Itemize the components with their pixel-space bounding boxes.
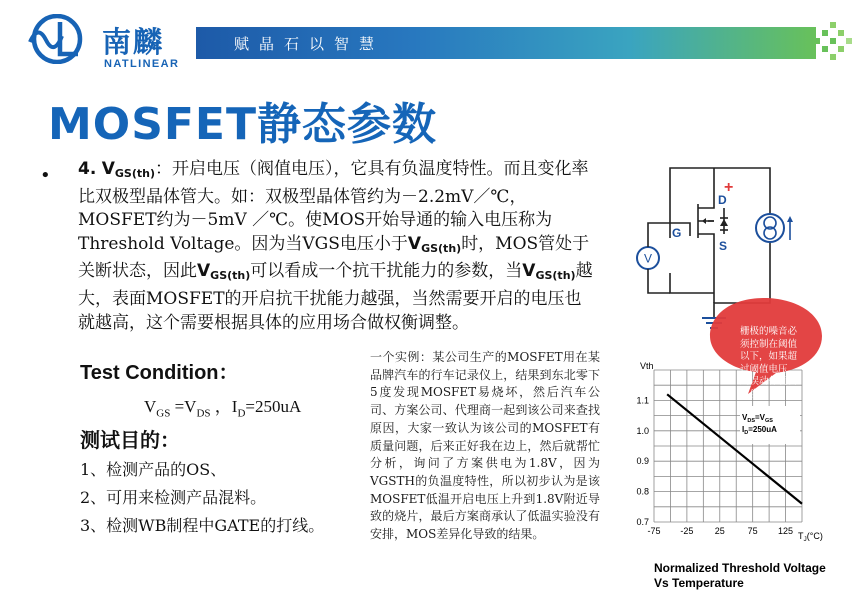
x-tick-label: -25 xyxy=(680,526,694,536)
checker-decoration-icon xyxy=(814,22,858,64)
voltmeter-icon xyxy=(637,223,670,293)
chart-annotation-vds: $V_{DS}=V_{GS}$ xyxy=(742,413,773,424)
test-purpose-list xyxy=(80,456,324,540)
chart-annotation-id: $I_D=250uA$ xyxy=(742,425,777,436)
y-tick-label: 0.7 xyxy=(636,517,649,527)
current-source-icon xyxy=(756,214,793,242)
y-tick-label: 1.0 xyxy=(636,425,649,436)
source-label: S xyxy=(719,239,728,253)
vgs-symbol: $V_{GS(th)}$ xyxy=(101,159,155,180)
y-axis-label: Vth xyxy=(640,361,654,371)
voltmeter-label: V xyxy=(643,251,653,266)
list-item: 1、检测产品的OS、 xyxy=(80,460,227,479)
positive-sign: + xyxy=(724,179,734,196)
test-condition-formula: $V_{GS} =V_{DS}$ ，$I_D=250uA$ xyxy=(144,397,302,420)
gate-label: G xyxy=(672,226,682,240)
chart-caption: Normalized Threshold Voltage Vs Temperature xyxy=(654,561,826,590)
vgs-symbol: $V_{GS(th)}$ xyxy=(522,261,576,283)
brand-name-cn: 南麟 xyxy=(102,25,165,59)
y-tick-label: 0.8 xyxy=(636,486,649,497)
slogan-banner xyxy=(196,27,816,59)
x-axis-label: $T_J(^\circ C)$ xyxy=(798,531,823,543)
item-number: 4. xyxy=(78,159,97,179)
page-title: MOSFET静态参数 xyxy=(48,99,438,150)
x-tick-label: -75 xyxy=(647,526,661,536)
list-item: 3、检测WB制程中GATE的打线。 xyxy=(80,516,325,535)
vgs-symbol: $V_{GS(th)}$ xyxy=(407,233,462,255)
bullet-icon: • xyxy=(40,165,51,186)
natlinear-logo-icon xyxy=(24,14,90,64)
x-tick-label: 125 xyxy=(778,526,794,536)
test-condition-title: Test Condition： xyxy=(80,362,239,384)
x-tick-label: 75 xyxy=(747,526,758,536)
slogan-text: 赋晶石以智慧 xyxy=(234,35,385,53)
drain-label: D xyxy=(718,193,727,207)
diode-icon xyxy=(720,219,728,226)
list-item: 2、可用来检测产品混料。 xyxy=(80,488,267,507)
callout-text: 栅极的噪音必须控制在阈值以下，如果超过阈值电压，则误动作就会发生。 xyxy=(740,326,798,400)
threshold-description: 4. $V_{GS(th)}$：开启电压（阀值电压），它具有负温度特性。而且变化率比双极型晶体管大。如：双极型晶体管约为－2.2mV／℃，MOSFET约为－5mV ／℃。使MOS开始导通的输入电压称为Threshold Voltage。因为当VGS电压小于$V_{GS(th)}$时，MOS管处于关断状态，因此$V_{GS(th)}$可以看成一个抗干扰能力的参数，当$V_{GS(th)}$越大，表面MOSFET的开启抗干扰能力越强，当然需要开启的电压也就越高，这个需要根据具体的应用场合做权衡调整。 xyxy=(78,159,593,333)
example-case-text: 一个实例：某公司生产的MOSFET用在某品牌汽车的行车记录仪上，结果到东北零下5度发现MOSFET易烧坏，然后汽车公司、方案公司、代理商一起到该公司来查找原因，大家一致认为该公司的MOSFET有质量问题，后来正好我在边上，然后就帮忙分析，询问了方案供电为1.8V，因为VGSTH的负温度特性，所以初步认为是该MOSFET低温开启电压上升到1.8V附近导致的烧片，最后方案商承认了低温实验没有安排，MOS差异化导致的结果。 xyxy=(370,350,600,542)
y-tick-label: 0.9 xyxy=(636,456,649,467)
brand-name-en: NATLINEAR xyxy=(104,58,180,70)
test-purpose-title: 测试目的： xyxy=(80,428,180,452)
y-tick-label: 1.1 xyxy=(636,395,649,406)
arrow-icon xyxy=(702,218,706,224)
vgs-symbol: $V_{GS(th)}$ xyxy=(197,261,251,283)
x-tick-label: 25 xyxy=(714,526,725,536)
